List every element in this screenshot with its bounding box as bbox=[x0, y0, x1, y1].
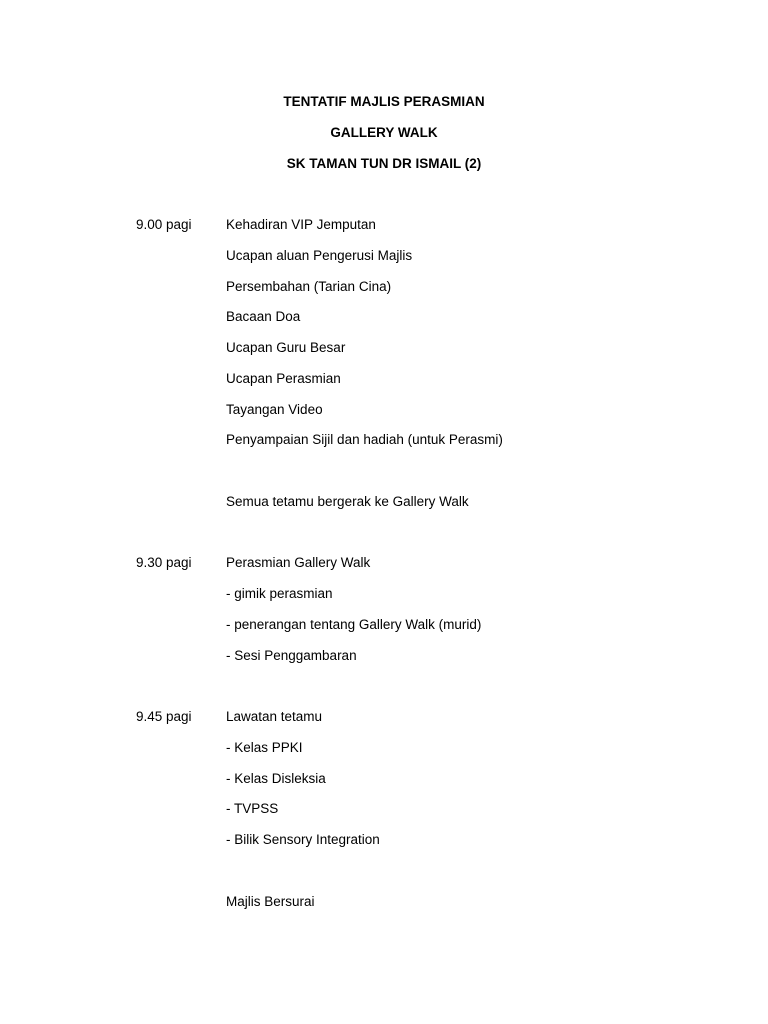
agenda-note: Semua tetamu bergerak ke Gallery Walk bbox=[226, 494, 469, 509]
agenda-item: Lawatan tetamu bbox=[226, 709, 323, 724]
agenda-item: - Sesi Penggambaran bbox=[226, 648, 357, 663]
agenda-item: - gimik perasmian bbox=[226, 586, 333, 601]
agenda-item: Ucapan Perasmian bbox=[226, 371, 341, 386]
title-line-1: TENTATIF MAJLIS PERASMIAN bbox=[283, 94, 485, 109]
agenda-item: - Kelas PPKI bbox=[226, 740, 303, 755]
agenda-item: Bacaan Doa bbox=[226, 309, 301, 324]
agenda-item: Ucapan aluan Pengerusi Majlis bbox=[226, 248, 413, 263]
agenda-item: - Bilik Sensory Integration bbox=[226, 832, 380, 847]
agenda-item: Ucapan Guru Besar bbox=[226, 340, 346, 355]
agenda-item: Penyampaian Sijil dan hadiah (untuk Perasmi) bbox=[226, 432, 503, 447]
agenda-item: Tayangan Video bbox=[226, 402, 323, 417]
agenda-item: Persembahan (Tarian Cina) bbox=[226, 279, 392, 294]
session-time: 9.00 pagi bbox=[136, 217, 192, 232]
title-line-2: GALLERY WALK bbox=[330, 125, 438, 140]
agenda-note: Majlis Bersurai bbox=[226, 894, 315, 909]
agenda-item: - TVPSS bbox=[226, 801, 279, 816]
session-time: 9.45 pagi bbox=[136, 709, 192, 724]
agenda-item: Kehadiran VIP Jemputan bbox=[226, 217, 376, 232]
agenda-item: - Kelas Disleksia bbox=[226, 771, 326, 786]
agenda-item: Perasmian Gallery Walk bbox=[226, 555, 371, 570]
title-line-3: SK TAMAN TUN DR ISMAIL (2) bbox=[286, 156, 482, 171]
session-time: 9.30 pagi bbox=[136, 555, 192, 570]
agenda-item: - penerangan tentang Gallery Walk (murid) bbox=[226, 617, 482, 632]
